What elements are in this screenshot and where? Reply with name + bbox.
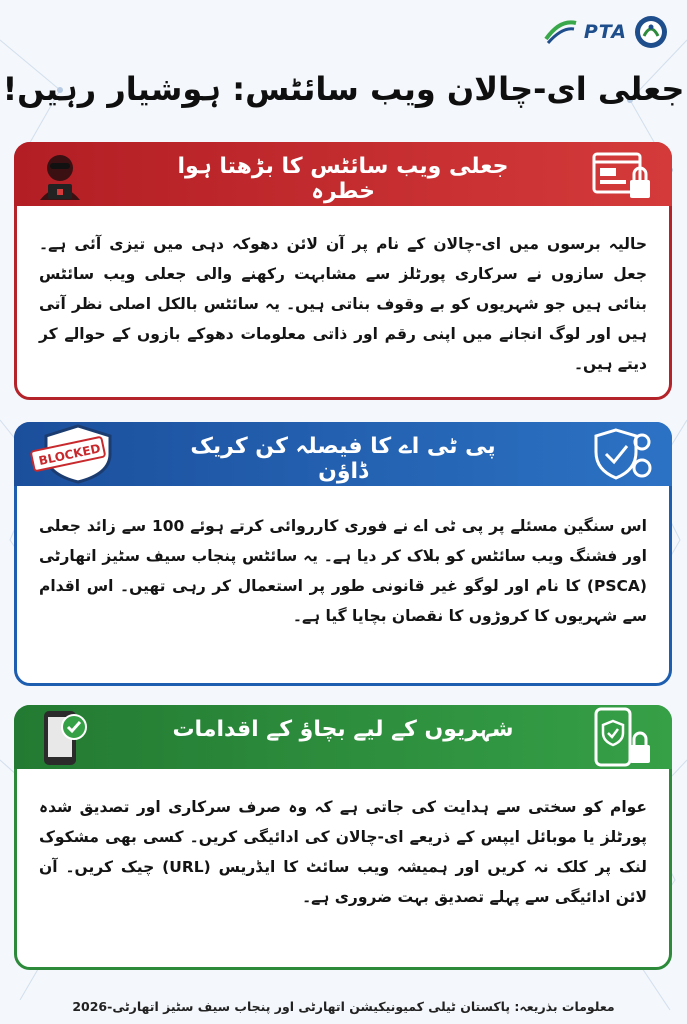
browser-lock-icon (590, 148, 654, 202)
pta-logo (544, 14, 669, 50)
page-title: جعلی ای-چالان ویب سائٹس: ہوشیار رہیں! (2, 70, 685, 108)
pta-emblem-icon (633, 14, 669, 50)
card-title: پی ٹی اے کا فیصلہ کن کریک ڈاؤن (190, 434, 496, 484)
card-threat (14, 142, 672, 400)
card-body-text: عوام کو سختی سے ہدایت کی جاتی ہے کہ وہ صرف سرکاری اور تصدیق شدہ پورٹلز یا موبائل ایپس کے ذریعے ای-چالان کی ادائیگی کریں۔ کسی بھی مشکوک لنک پر کلک نہ کریں اور ہمیشہ ویب سائٹ کا ایڈریس (URL) چیک کریں۔ آن لائن ادائیگی سے پہلے تصدیق بہت ضروری ہے۔ (39, 798, 647, 906)
phone-shield-lock-icon (590, 707, 654, 769)
hacker-icon (30, 148, 90, 202)
blocked-shield-icon (30, 424, 126, 484)
pta-logo-text: PTA (583, 21, 627, 43)
card-body-text: اس سنگین مسئلے پر پی ٹی اے نے فوری کارروائی کرتے ہوئے 100 سے زائد جعلی اور فشنگ ویب سائٹس کو بلاک کر دیا ہے۔ یہ سائٹس پنجاب سیف سٹیز اتھارٹی (PSCA) کا نام اور لوگو غیر قانونی طور پر استعمال کر رہی تھیں۔ اس اقدام سے شہریوں کا کروڑوں کا نقصان بچایا گیا ہے۔ (39, 517, 647, 625)
card-header (14, 142, 672, 206)
card-title: جعلی ویب سائٹس کا بڑھتا ہوا خطرہ (177, 154, 509, 204)
phone-check-icon (30, 709, 100, 767)
card-crackdown (14, 422, 672, 686)
card-title: شہریوں کے لیے بچاؤ کے اقدامات (172, 717, 514, 742)
card-body-text: حالیہ برسوں میں ای-چالان کے نام پر آن لائن دھوکہ دہی میں تیزی آئی ہے۔ جعل سازوں نے سرکاری پورٹلز سے مشابہت رکھنے والی جعلی ویب سائٹس بنائی ہیں جو شہریوں کو بے وقوف بناتی ہیں۔ یہ سائٹس بالکل اصلی نظر آتی ہیں اور لوگ انجانے میں اپنی رقم اور ذاتی معلومات دھوکے بازوں کے حوالے کر دیتے ہیں۔ (39, 235, 647, 373)
card-safety-measures (14, 705, 672, 970)
card-header (14, 422, 672, 486)
shield-gear-icon (590, 426, 654, 484)
pta-swoosh-icon (544, 17, 578, 47)
footer-source: معلومات بذریعہ: پاکستان ٹیلی کمیونیکیشن اتھارٹی اور پنجاب سیف سٹیز اتھارٹی-2026 (72, 999, 615, 1014)
card-header (14, 705, 672, 769)
blocked-badge: BLOCKED (37, 441, 102, 469)
